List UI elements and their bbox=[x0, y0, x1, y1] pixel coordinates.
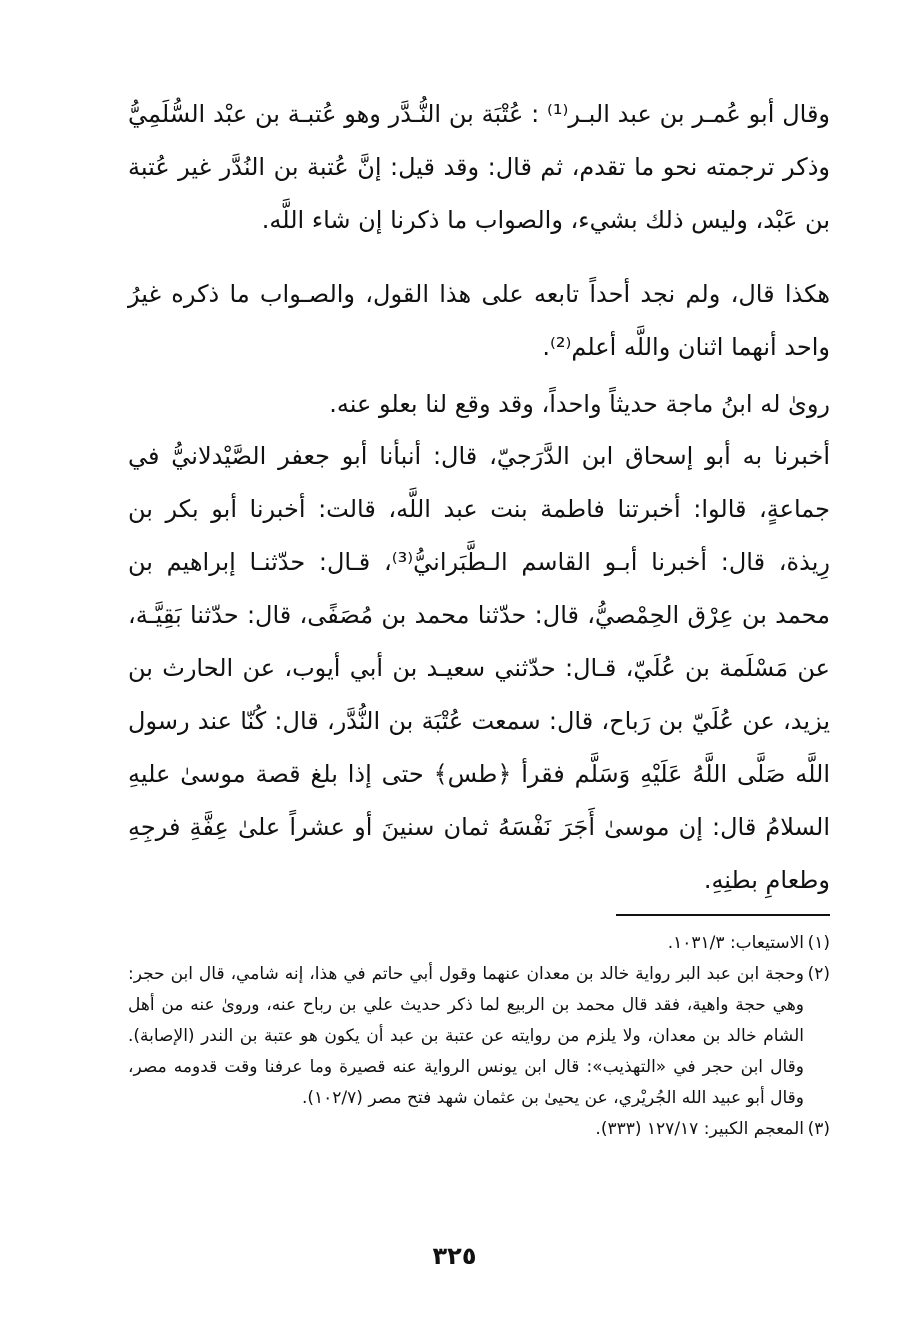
paragraph-1: وقال أبو عُمـر بن عبد البـر⁽¹⁾ : عُتْبَة بن النُّـدَّر وهو عُتبـة بن عبْد السُّلَمِيُّ وذكر ترجمته نحو ما تقدم، ثم قال: وقد قيل: إنَّ عُتبة بن النُدَّر غير عُتبة بن عَبْد، وليس ذلك بشيء، والصواب ما ذكرنا إن شاء اللَّه. bbox=[128, 100, 831, 234]
paragraph-3: روىٰ له ابنُ ماجة حديثاً واحداً، وقد وقع لنا بعلو عنه. bbox=[329, 390, 830, 418]
footnote-text: المعجم الكبير: ١٢٧/١٧ (٣٣٣). bbox=[595, 1119, 804, 1139]
footnote-2 bbox=[128, 959, 830, 1114]
paragraph-2: هكذا قال، ولم نجد أحداً تابعه على هذا القول، والصـواب ما ذكره غيرُ واحد أنهما اثنان واللَّه أعلم⁽²⁾. bbox=[128, 280, 830, 361]
footnote-number: (٣) bbox=[807, 1119, 830, 1139]
footnote-separator bbox=[616, 914, 830, 916]
page-number: ٣٢٥ bbox=[432, 1242, 477, 1270]
footnote-text: الاستيعاب: ١٠٣١/٣. bbox=[667, 933, 804, 953]
footnotes bbox=[128, 928, 830, 1145]
paragraph-4-hadith: أخبرنا به أبو إسحاق ابن الدَّرَجيّ، قال: أنبأنا أبو جعفر الصَّيْدلانيُّ في جماعةٍ، قالوا: أخبرتنا فاطمة بنت عبد اللَّه، قالت: أخبرنا أبو بكر بن رِيذة، قال: أخبرنا أبـو القاسم الـطَّبَرانيُّ⁽³⁾، قـال: حدّثنـا إبراهيم بن محمد بن عِرْق الحِمْصيُّ، قال: حدّثنا محمد بن مُصَفًى، قال: حدّثنا بَقِيَّـة، عن مَسْلَمة بن عُلَيّ، قـال: حدّثني سعيـد بن أبي أيوب، عن الحارث بن يزيد، عن عُلَيّ بن رَباح، قال: سمعت عُتْبَة بن النُّدَّر، قال: كُنّا عند رسول اللَّه صَلَّى اللَّهُ عَلَيْهِ وَسَلَّم فقرأ ﴿طس﴾ حتى إذا بلغ قصة موسىٰ عليهِ السلامُ قال: إن موسىٰ أَجَرَ نَفْسَهُ ثمان سنينَ أو عشراً علىٰ عِفَّةِ فرجِهِ وطعامِ بطنِهِ. bbox=[128, 442, 830, 894]
footnote-number: (١) bbox=[807, 933, 830, 953]
footnote-1 bbox=[128, 928, 830, 959]
footnote-3 bbox=[128, 1114, 830, 1145]
footnote-text: وحجة ابن عبد البر رواية خالد بن معدان عنهما وقول أبي حاتم في هذا، إنه شامي، قال ابن حجر: وهي حجة واهية، فقد قال محمد بن الربيع لما ذكر حديث علي بن رباح عنه، وروىٰ عنه من أهل الشام خالد بن معدان، ولا يلزم من روايته عن عتبة بن عبد أن يكون هو عتبة بن الندر (الإصابة). وقال ابن حجر في «التهذيب»: قال ابن يونس الرواية عنه قصيرة وما عرفنا وقت قدومه مصر، وقال أبو عبيد الله الجُريْري، عن يحيىٰ بن عثمان شهد فتح مصر (١٠٢/٧). bbox=[128, 964, 804, 1108]
footnote-number: (٢) bbox=[807, 964, 830, 984]
